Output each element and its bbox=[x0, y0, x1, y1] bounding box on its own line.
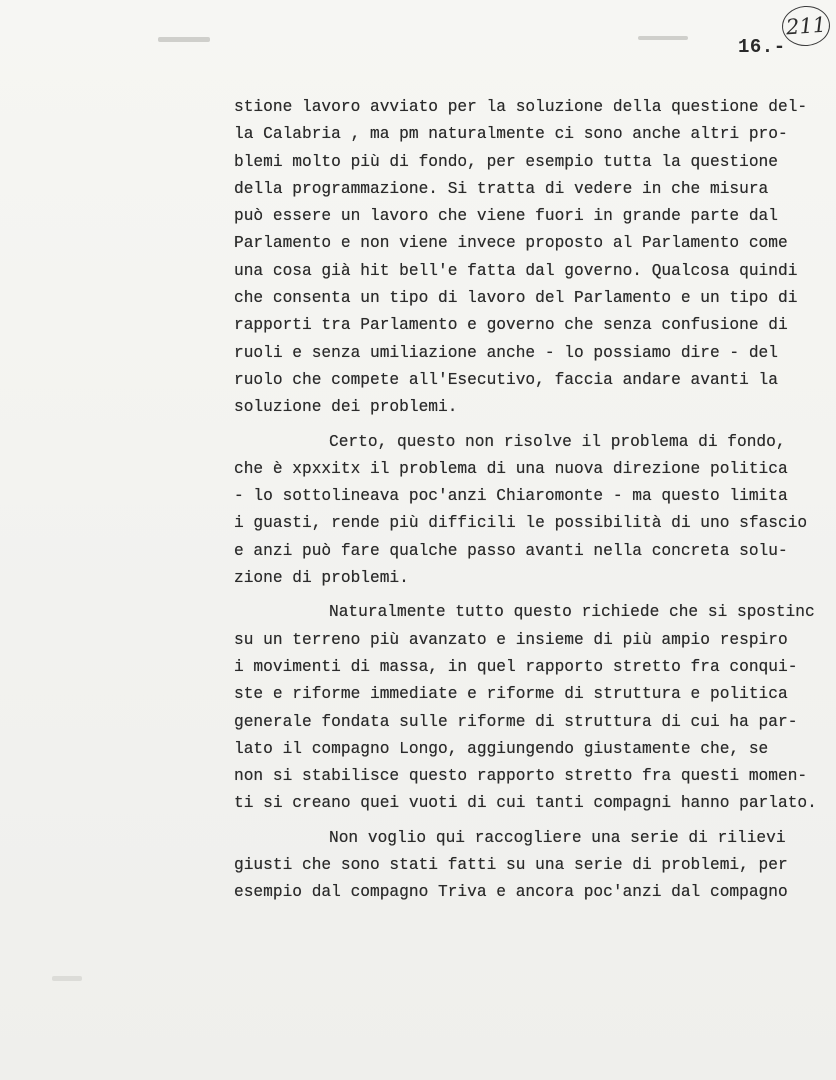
typed-text-body bbox=[234, 94, 824, 907]
text-line: Naturalmente tutto questo richiede che si spostinc bbox=[329, 603, 815, 622]
text-line: esempio dal compagno Triva e ancora poc'anzi dal compagno bbox=[234, 883, 788, 902]
text-line: soluzione dei problemi. bbox=[234, 398, 458, 417]
paper-mark-top-right bbox=[638, 36, 688, 40]
paper-mark-top-left bbox=[158, 37, 210, 42]
text-line: ruolo che compete all'Esecutivo, faccia andare avanti la bbox=[234, 370, 778, 389]
text-line: su un terreno più avanzato e insieme di più ampio respiro bbox=[234, 630, 788, 649]
text-line: zione di problemi. bbox=[234, 569, 409, 588]
text-line: la Calabria , ma pm naturalmente ci sono anche altri pro- bbox=[234, 125, 788, 144]
text-line: può essere un lavoro che viene fuori in grande parte dal bbox=[234, 207, 778, 226]
text-line: Certo, questo non risolve il problema di fondo, bbox=[329, 432, 786, 451]
text-line: della programmazione. Si tratta di vedere in che misura bbox=[234, 179, 769, 198]
text-line: non si stabilisce questo rapporto stretto fra questi momen- bbox=[234, 767, 808, 786]
page-number: 16.- bbox=[738, 36, 786, 58]
text-line: ti si creano quei vuoti di cui tanti compagni hanno parlato. bbox=[234, 794, 817, 813]
text-line: i guasti, rende più difficili le possibilità di uno sfascio bbox=[234, 514, 808, 533]
text-line: lato il compagno Longo, aggiungendo giustamente che, se bbox=[234, 739, 769, 758]
archive-number-stamp: 211 bbox=[781, 4, 832, 47]
text-line: rapporti tra Parlamento e governo che senza confusione di bbox=[234, 316, 788, 335]
paper-mark-left-edge bbox=[52, 976, 82, 981]
text-line: giusti che sono stati fatti su una serie di problemi, per bbox=[234, 856, 788, 875]
text-line: che consenta un tipo di lavoro del Parlamento e un tipo di bbox=[234, 289, 798, 308]
text-line: generale fondata sulle riforme di struttura di cui ha par- bbox=[234, 712, 798, 731]
text-line: blemi molto più di fondo, per esempio tutta la questione bbox=[234, 152, 778, 171]
text-line: - lo sottolineava poc'anzi Chiaromonte - ma questo limita bbox=[234, 487, 788, 506]
text-line: stione lavoro avviato per la soluzione della questione del- bbox=[234, 98, 808, 116]
text-line: e anzi può fare qualche passo avanti nella concreta solu- bbox=[234, 541, 788, 560]
text-line: Parlamento e non viene invece proposto al Parlamento come bbox=[234, 234, 788, 253]
text-line: Non voglio qui raccogliere una serie di rilievi bbox=[329, 828, 786, 847]
text-line: ste e riforme immediate e riforme di struttura e politica bbox=[234, 685, 788, 704]
text-line: ruoli e senza umiliazione anche - lo possiamo dire - del bbox=[234, 343, 778, 362]
text-line: che è xpxxitx il problema di una nuova direzione politica bbox=[234, 459, 788, 478]
text-line: una cosa già hit bell'e fatta dal governo. Qualcosa quindi bbox=[234, 261, 798, 280]
text-line: i movimenti di massa, in quel rapporto stretto fra conqui- bbox=[234, 657, 798, 676]
